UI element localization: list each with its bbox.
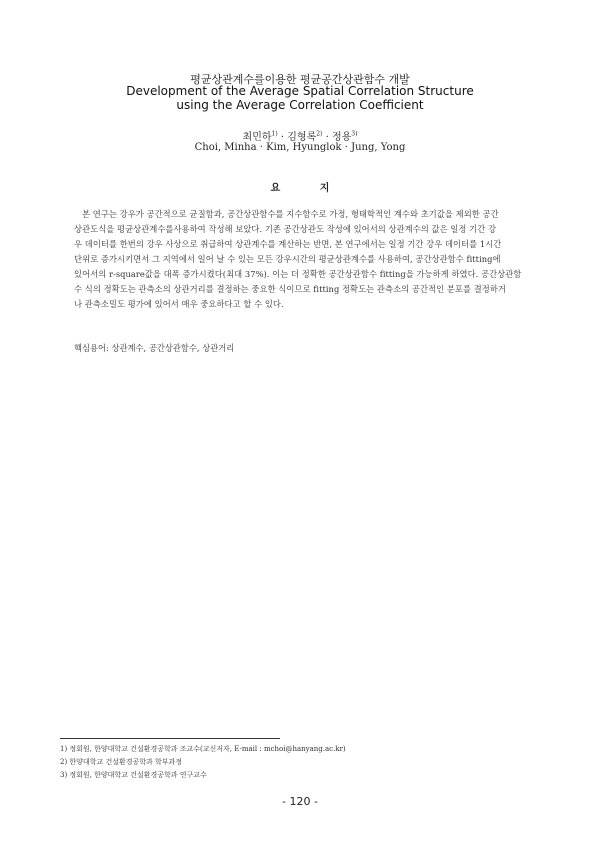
footnote-divider bbox=[60, 738, 280, 739]
abstract-line: 있어서의 r-square값을 대폭 증가시켰다(최대 37%). 이는 더 정확한 공간상관함수 fitting을 가능하게 하였다. 공간상관함 bbox=[74, 269, 522, 279]
page-number: - 120 - bbox=[282, 795, 318, 808]
title-korean: 평균상관계수를이용한 평균공간상관함수 개발 bbox=[190, 73, 410, 86]
abstract-line: 수 식의 정확도는 관측소의 상관거리를 결정하는 중요한 식이므로 fitting 정확도는 관측소의 공간적인 분포를 결정하거 bbox=[74, 284, 506, 294]
footnote-3: 3) 정회원, 한양대학교 건설환경공학과 연구교수 bbox=[60, 771, 207, 779]
abstract-line: 단위로 증가시키면서 그 지역에서 일어 날 수 있는 모든 강우시간의 평균상관계수를 사용하여, 공간상관함수 fitting에 bbox=[74, 254, 501, 264]
author-2-mark: 2) bbox=[316, 130, 323, 138]
author-separator: · bbox=[322, 132, 332, 143]
author-3-name: 정용 bbox=[331, 132, 352, 143]
abstract-line: 상관도식을 평균상관계수를사용하여 작성해 보았다. 기존 공간상관도 작성에 있어서의 상관계수의 값은 일정 기간 강 bbox=[74, 224, 497, 234]
author-1-name: 최민하 bbox=[242, 132, 272, 143]
abstract-heading: 요 지 bbox=[270, 183, 348, 194]
authors-korean bbox=[0, 128, 600, 143]
footnote-2: 2) 한양대학교 건설환경공학과 학부과정 bbox=[60, 758, 183, 766]
title-english-line-2: using the Average Correlation Coefficient bbox=[176, 98, 424, 112]
abstract-line: 우 데이터를 한번의 강우 사상으로 취급하여 상관계수를 계산하는 반면, 본 연구에서는 일정 기간 강우 데이터를 1시간 bbox=[74, 239, 502, 249]
abstract-line: 본 연구는 강우가 공간적으로 균질함과, 공간상관함수를 지수함수로 가정, 형태학적인 계수와 초기값을 제외한 공간 bbox=[82, 209, 499, 219]
author-1-mark: 1) bbox=[271, 130, 278, 138]
author-3-mark: 3) bbox=[351, 130, 358, 138]
footnote-1: 1) 정회원, 한양대학교 건설환경공학과 조교수(교신저자, E-mail : mchoi@hanyang.ac.kr) bbox=[60, 745, 346, 753]
authors-english: Choi, Minha · Kim, Hyunglok · Jung, Yong bbox=[194, 142, 406, 153]
author-separator: · bbox=[277, 132, 288, 143]
abstract-line: 나 관측소밀도 평가에 있어서 매우 중요하다고 할 수 있다. bbox=[74, 299, 284, 309]
title-english-line-1: Development of the Average Spatial Correlation Structure bbox=[126, 84, 474, 98]
author-2-name: 김형록 bbox=[287, 132, 317, 143]
keywords: 핵심용어: 상관계수, 공간상관함수, 상관거리 bbox=[74, 343, 235, 353]
